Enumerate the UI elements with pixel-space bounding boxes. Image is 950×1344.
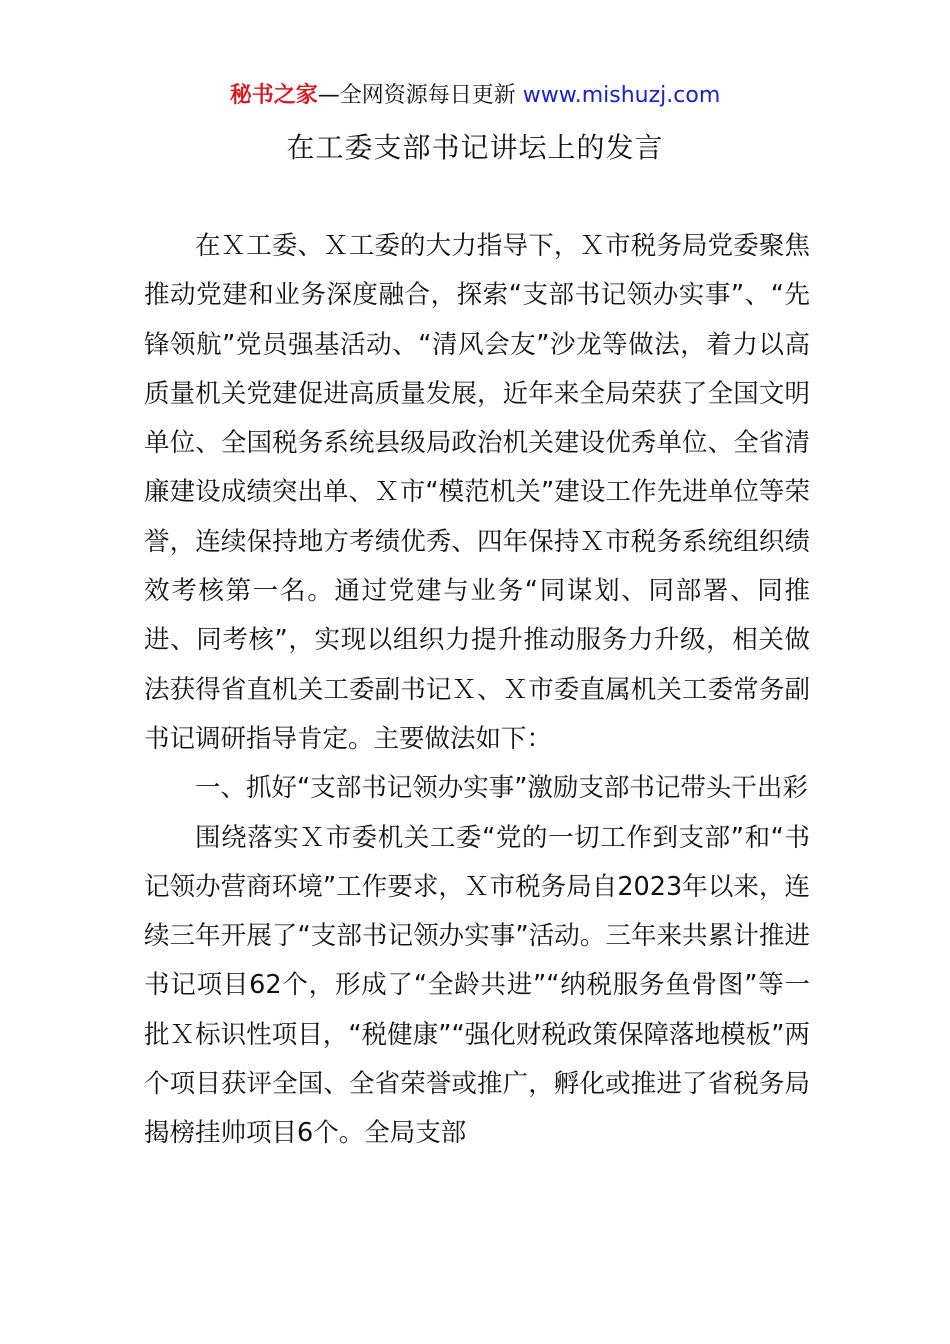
brand-name: 秘书之家 (229, 83, 318, 108)
document-title: 在工委支部书记讲坛上的发言 (286, 131, 664, 164)
header-tagline: —全网资源每日更新 (317, 83, 523, 108)
paragraph-intro: 在Ｘ工委、Ｘ工委的大力指导下，Ｘ市税务局党委聚焦推动党建和业务深度融合，探索“支部书记领办实事”、“先锋领航”党员强基活动、“清风会友”沙龙等做法，着力以高质量机关党建促进高质量发展，近年来全局荣获了全国文明单位、全国税务系统县级局政治机关建设优秀单位、全省清廉建设成绩突出单、Ｘ市“模范机关”建设工作先进单位等荣誉，连续保持地方考绩优秀、四年保持Ｘ市税务系统组织绩效考核第一名。通过党建与业务“同谋划、同部署、同推进、同考核”，实现以组织力提升推动服务力升级，相关做法获得省直机关工委副书记Ｘ、Ｘ市委直属机关工委常务副书记调研指导肯定。主要做法如下： (144, 231, 810, 754)
paragraph-section-1: 围绕落实Ｘ市委机关工委“党的一切工作到支部”和“书记领办营商环境”工作要求，Ｘ市税务局自2023年以来，连续三年开展了“支部书记领办实事”活动。三年来共累计推进书记项目62个，形成了“全龄共进”“纳税服务鱼骨图”等一批Ｘ标识性项目，“税健康”“强化财税政策保障落地模板”两个项目获评全国、全省荣誉或推广，孵化或推进了省税务局揭榜挂帅项目6个。全局支部 (144, 822, 810, 1149)
site-url: www.mishuzj.com (522, 83, 721, 108)
document-body (144, 222, 810, 1159)
site-header (0, 80, 950, 112)
section-heading-1: 一、抓好“支部书记领办实事”激励支部书记带头干出彩 (195, 773, 808, 804)
